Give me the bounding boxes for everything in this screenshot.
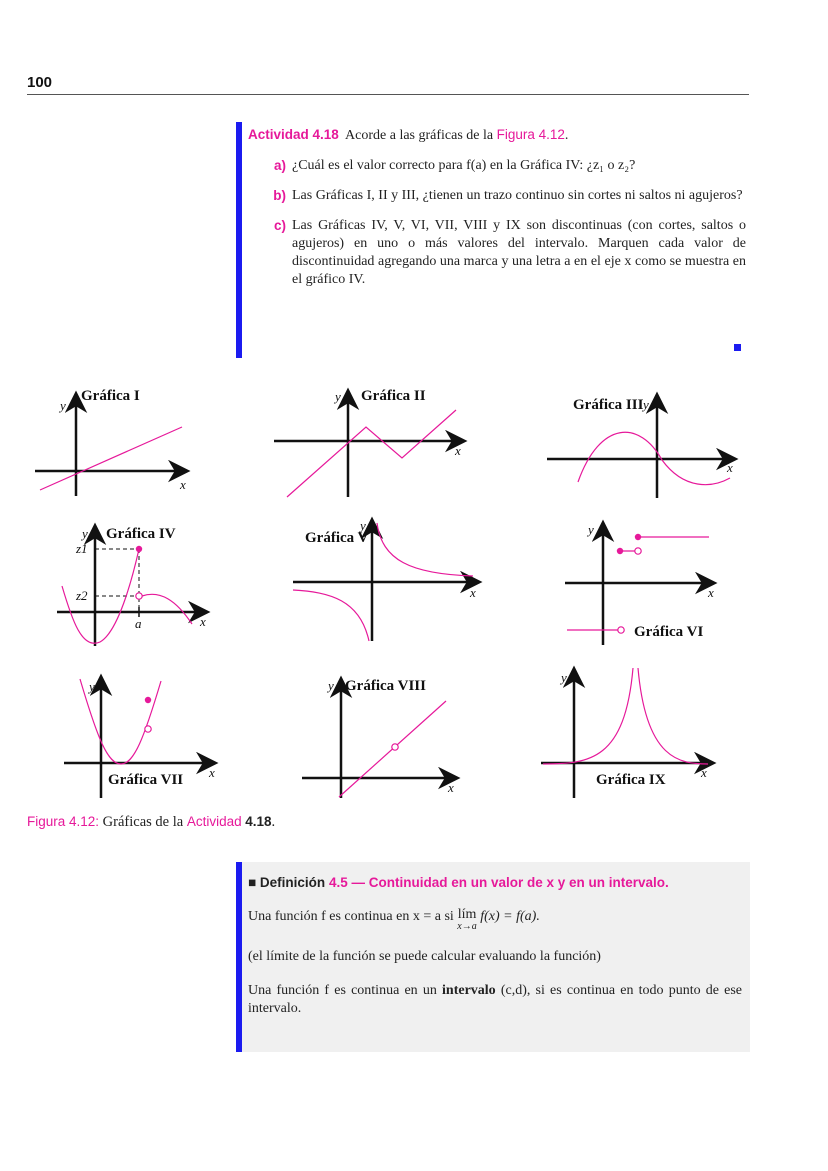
g7-y-label: y [89, 679, 95, 694]
g6-x-label: x [708, 585, 714, 600]
figure-graphs [0, 360, 828, 810]
g3-x-label: x [727, 460, 733, 475]
graph-9 [541, 668, 712, 798]
activity-item-c [248, 217, 746, 289]
g5-upper-branch [377, 523, 473, 576]
definition-paragraph-2: (el límite de la función se puede calcular evaluando la función) [248, 949, 601, 964]
g6-y-label: y [588, 522, 594, 537]
g6-filled-point-mid [617, 548, 623, 554]
item-marker-c: c) [273, 218, 286, 233]
g1-x-label: x [180, 477, 186, 492]
item-text-c: Las Gráficas IV, V, VI, VII, VIII y IX son discontinuas (con cortes, saltos o agujeros) en uno o más valores del intervalo. Marquen cada valor de discontinuidad agregando una marca y una letra a en el eje x como se muestra en el gráfico IV. [292, 218, 746, 287]
def-p3-start: Una función f es continua en un [248, 983, 437, 998]
header-rule [27, 94, 749, 95]
g4-y-label: y [82, 526, 88, 541]
graph-4 [57, 526, 206, 646]
g2-x-label: x [455, 443, 461, 458]
g9-title: Gráfica IX [596, 772, 666, 788]
activity-body [248, 126, 746, 301]
g3-title: Gráfica III [573, 397, 644, 413]
g4-x-label: x [200, 614, 206, 629]
activity-intro: Acorde a las gráficas de la [345, 128, 494, 143]
definition-body [248, 874, 742, 1034]
g5-lower-branch [293, 590, 369, 641]
caption-label: Figura 4.12: [27, 814, 100, 829]
g4-z1-label: z1 [76, 541, 88, 556]
activity-item-b [248, 187, 746, 205]
g8-title: Gráfica VIII [345, 678, 426, 694]
activity-figure-ref[interactable]: Figura 4.12 [496, 127, 565, 142]
limit-word: lím [457, 907, 477, 922]
g5-title: Gráfica V [305, 530, 369, 546]
g6-filled-point-top [635, 534, 641, 540]
item-text-a: ¿Cuál es el valor correcto para f(a) en la Gráfica IV: ¿z₁ o z₂? [292, 158, 636, 173]
definition-box [236, 862, 750, 1052]
g2-zigzag [287, 410, 456, 497]
g7-title: Gráfica VII [108, 772, 184, 788]
definition-paragraph-3 [248, 982, 742, 1018]
g4-right-branch [142, 594, 192, 624]
page-number: 100 [27, 74, 53, 91]
graph-8 [302, 678, 456, 798]
def-p3-bold: intervalo [442, 983, 496, 998]
limit-expression [457, 908, 476, 932]
graph-6 [565, 522, 714, 645]
g8-open-point [392, 744, 398, 750]
definition-square-icon: ■ [248, 875, 257, 890]
def-p3-end: (c,d), si es continua en todo punto de ese intervalo. [248, 983, 743, 1016]
def-p1-end: f(x) = f(a). [480, 909, 540, 924]
g4-title: Gráfica IV [106, 526, 176, 542]
g6-title: Gráfica VI [634, 624, 704, 640]
g4-open-point [136, 593, 142, 599]
g4-a-label: a [135, 616, 142, 631]
caption-text: Gráficas de la [102, 814, 184, 830]
g4-filled-point [136, 546, 142, 552]
item-text-b: Las Gráficas I, II y III, ¿tienen un trazo continuo sin cortes ni saltos ni agujeros? [292, 188, 743, 203]
g7-open-point [145, 726, 151, 732]
definition-side-bar [236, 862, 242, 1052]
caption-ref-word[interactable]: Actividad [186, 814, 242, 829]
g1-title: Gráfica I [81, 388, 140, 404]
g5-y-label: y [360, 518, 366, 533]
g4-parabola [62, 549, 139, 643]
figure-caption [27, 814, 275, 831]
g1-line [40, 427, 182, 490]
graph-7 [64, 678, 215, 798]
item-marker-b: b) [273, 188, 286, 203]
def-p1-start: Una función f es continua en x = a si [248, 909, 454, 924]
g8-y-label: y [328, 678, 334, 693]
activity-box [236, 122, 750, 358]
item-marker-a: a) [273, 158, 286, 173]
activity-label: Actividad 4.18 [248, 127, 339, 142]
g9-y-label: y [561, 670, 567, 685]
g4-z2-label: z2 [76, 588, 88, 603]
definition-label: Definición [259, 875, 326, 890]
g9-x-label: x [701, 765, 707, 780]
activity-intro-end: . [564, 128, 569, 143]
activity-side-bar [236, 122, 242, 358]
graph-2 [274, 388, 463, 497]
activity-item-a [248, 157, 746, 175]
g6-open-point-low [618, 627, 624, 633]
graph-1 [35, 388, 186, 496]
graph-3 [547, 396, 734, 498]
definition-heading [248, 874, 742, 892]
caption-end: . [271, 814, 276, 830]
g2-y-label: y [335, 389, 341, 404]
g7-filled-point [145, 697, 151, 703]
activity-end-square [734, 344, 741, 351]
definition-number: 4.5 [328, 875, 348, 890]
graph-5 [293, 518, 478, 641]
g2-title: Gráfica II [361, 388, 426, 404]
g5-x-label: x [470, 585, 476, 600]
g9-right-branch [638, 668, 708, 764]
g3-y-label: y [643, 397, 649, 412]
g1-y-label: y [60, 398, 66, 413]
activity-heading [248, 126, 746, 145]
limit-subscript: x→a [457, 921, 477, 932]
definition-title: — Continuidad en un valor de x y en un intervalo. [351, 875, 669, 890]
g9-left-branch [543, 668, 633, 764]
definition-paragraph-1 [248, 908, 742, 932]
caption-ref-number: 4.18 [245, 814, 272, 829]
g6-open-point-mid [635, 548, 641, 554]
g8-x-label: x [448, 780, 454, 795]
g7-x-label: x [209, 765, 215, 780]
